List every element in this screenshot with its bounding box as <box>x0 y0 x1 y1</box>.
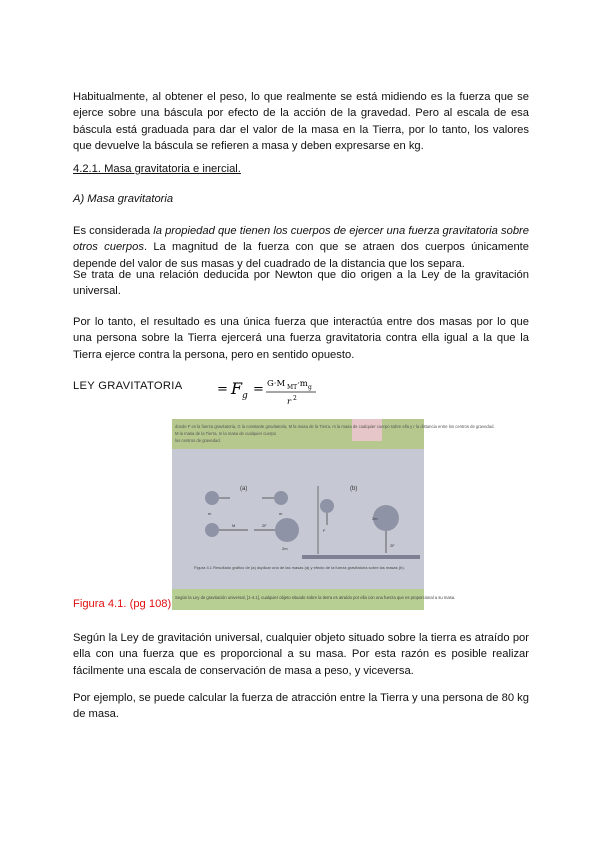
paragraph-example: Por ejemplo, se puede calcular la fuerza de atracción entre la Tierra y una persona de 80 kg de masa. <box>73 692 529 721</box>
photo-top-text-1: donde F es la fuerza gravitatoria, G la constante gravitatoria, M la masa de la Tierra, m la masa de cualquier cuerpo sobre ella y r la distancia entre los centros de gravedad. <box>175 424 495 429</box>
formula-numerator-tail: ·m <box>297 379 308 389</box>
gravity-formula <box>213 375 373 411</box>
photo-top-text-2: M la masa de la Tierra, m la masa de cualquier cuerpo <box>175 431 277 436</box>
ground-strip <box>302 555 420 559</box>
label-m1: m <box>208 511 212 516</box>
gravity-law-row <box>73 375 373 407</box>
section-heading: 4.2.1. Masa gravitatoria e inercial. <box>73 163 241 175</box>
label-2f: 2F <box>262 523 267 528</box>
subheading-gravitational-mass: A) Masa gravitatoria <box>73 193 174 205</box>
label-2m: 2m <box>282 546 288 551</box>
label-m2: m <box>279 511 283 516</box>
mass-circle-a4 <box>275 518 299 542</box>
formula-numerator: G·M <box>267 379 286 389</box>
photo-top-text-3: los centros de gravedad. <box>175 438 221 443</box>
sticky-note <box>352 419 382 441</box>
label-2m2: 2m <box>372 516 378 521</box>
formula-denominator: r <box>287 397 292 407</box>
definition-rest: . La magnitud de la fuerza con que se atraen dos cuerpos únicamente depende del valor de sus masas y del cuadrado de la distancia que los separa. <box>73 241 529 270</box>
label-2f2: 2F <box>390 543 395 548</box>
paragraph-weight: Habitualmente, al obtener el peso, lo que realmente se está midiendo es la fuerza que se ejerce sobre una báscula por efecto de la acción de la gravedad. Pero al escala de esa báscula está graduada para dar el valor de la masa en la Tierra, por lo tanto, los valores que devuelve la báscula se refieren a masa y deben expresarse en kg. <box>73 91 529 152</box>
mass-circle-a2 <box>274 491 288 505</box>
label-f1: F <box>323 528 326 533</box>
mass-circle-a3 <box>205 523 219 537</box>
photo-fig-caption: Figura 4.1 Resultado gráfico de (a) duplicar una de las masas (a) y efecto de la fuerza gravitatoria sobre las masas (b). <box>194 565 405 570</box>
formula-numerator-tail-sub: g <box>308 384 312 391</box>
paragraph-definition <box>73 223 529 272</box>
mass-circle-a1 <box>205 491 219 505</box>
panel-b-label: (b) <box>350 486 358 492</box>
mass-circle-b1 <box>320 499 334 513</box>
textbook-photo <box>172 419 495 610</box>
paragraph-universal-law: Según la Ley de gravitación universal, cualquier objeto situado sobre la tierra es atraído por ella con una fuerza que es proporcional a su masa. Por esta razón es posible realizar fácilmente una escala de conservación de masa a peso, y viceversa. <box>73 632 529 677</box>
formula-lhs-sub: g <box>242 391 248 401</box>
formula-lhs: F <box>231 379 243 398</box>
figure-caption: Figura 4.1. (pg 108) <box>73 598 172 610</box>
label-m3: M <box>232 523 236 528</box>
definition-italic: la propiedad que tienen los cuerpos de ejercer una fuerza gravitatoria sobre otros cuerpos <box>73 225 529 254</box>
paragraph-interaction: Por lo tanto, el resultado es una única fuerza que interactúa entre dos masas por lo que una persona sobre la Tierra ejercerá una fuerza gravitatoria contra ella igual a la que la Tierra ejerce contra la persona, pero en sentido opuesto. <box>73 316 529 361</box>
definition-lead: Es considerada <box>73 225 154 237</box>
formula-equals-2: = <box>253 382 264 397</box>
formula-equals: = <box>217 382 228 397</box>
paragraph-newton: Se trata de una relación deducida por Newton que dio origen a la Ley de la gravitación universal. <box>73 269 529 298</box>
panel-a-label: (a) <box>240 486 248 492</box>
photo-bottom-text: Según la Ley de gravitación universal, [1-4.1], cualquier objeto situado sobre la tierra es atraído por ella con una fuerza que es proporcional a su masa. <box>175 595 456 600</box>
formula-numerator-sub: MT <box>287 384 298 391</box>
formula-label: LEY GRAVITATORIA <box>73 380 183 392</box>
formula-denominator-exp: 2 <box>293 395 297 402</box>
